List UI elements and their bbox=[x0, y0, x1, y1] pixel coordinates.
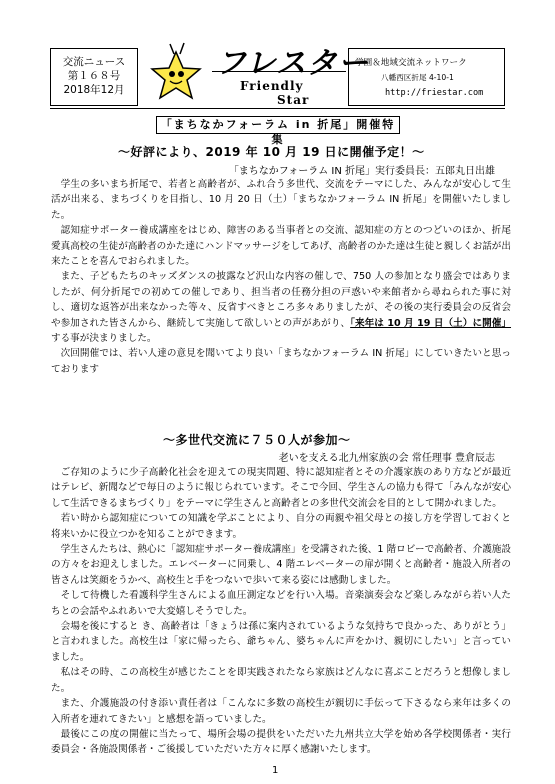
newsletter-subtitle-1: Friendly bbox=[240, 79, 304, 93]
title-underline bbox=[212, 71, 346, 72]
article1-paragraph: 次回開催では、若い人達の意見を聞いてより良い「まちなかフォーラム IN 折尾」にしていきたいと思っております bbox=[51, 348, 511, 375]
article1-p3-text: また、子どもたちのキッズダンスの披露など沢山な内容の催しで、750 人の参加となり盛会ではありましたが、何分折尾での初めての催しであり、担当者の任務分担の戸惑いや来館者から尋ねられた事に対し、適切な返答が出来なかった等々、反省すべきところ多々ありましたが、その後の実行委員会の反省会や参加された皆さんから、継続して実施して欲しいとの声があがり、 bbox=[51, 271, 511, 329]
newsletter-title: フレスター bbox=[216, 46, 369, 81]
article1-paragraph bbox=[51, 269, 511, 346]
article2-paragraph: 私はその時、この高校生が感じたことを即実践されたなら家族はどんなに喜ぶことだろうと想像しました。 bbox=[51, 667, 511, 694]
article1-p3-end: する事が決まりました。 bbox=[51, 333, 157, 345]
article2-body bbox=[51, 465, 511, 758]
next-event-date: 「来年は 10 月 19 日（土）に開催」 bbox=[350, 317, 512, 329]
article2-paragraph: 会場を後にすると き、高齢者は「きょうは孫に案内されているような気持ちで良かった、ありがとう」と言われました。高校生は「家に帰ったら、爺ちゃん、婆ちゃんに声をかけ、親切にしたい」と言っていました。 bbox=[51, 621, 511, 663]
publisher-name: 学園＆地域交流ネットワーク bbox=[355, 58, 467, 68]
page-number: 1 bbox=[272, 765, 279, 776]
article2-paragraph: ご存知のように少子高齢化社会を迎えての現実問題、特に認知症者とその介護家族のあり方などが最近はテレビ、新聞などで毎日のように報じられています。そこで今回、学生さんの協力も得て「みんなが安心して生活できるまちづくり」をテーマに学生さんと高齢者との多世代交流会を目的として開かれました。 bbox=[51, 467, 511, 509]
article1-heading: ～好評により、2019 年 10 月 19 日に開催予定！～ bbox=[118, 145, 425, 159]
article1-paragraph: 学生の多いまち折尾で、若者と高齢者が、ふれ合う多世代、交流をテーマにした、みんなが安心して生活が出来る、まちづくりを目指し、10 月 20 日（土）「まちなかフォーラム IN 折尾」を開催いたしました。 bbox=[51, 179, 511, 221]
article2-paragraph: 最後にこの度の開催に当たって、場所会場の提供をいただいた九州共立大学を始め各学校関係者・実行委員会・各施設関係者・ご後援していただいた方々に厚く感謝いたします。 bbox=[51, 728, 511, 756]
publisher-box bbox=[348, 48, 505, 106]
article1-body bbox=[51, 177, 511, 377]
issue-info-box bbox=[50, 48, 138, 106]
article2-paragraph: また、介護施設の付き添い責任者は「こんなに多数の高校生が親切に手伝って下さるなら来年は多くの入所者を連れてきたい」と感想を語っていました。 bbox=[51, 698, 511, 725]
article2-paragraph: 若い時から認知症についての知識を学ぶことにより、自分の両親や祖父母との接し方を学習しておくと将来いかに役立つかを知ることができます。 bbox=[51, 513, 511, 540]
article1-paragraph: 認知症サポーター養成講座をはじめ、障害のある当事者との交流、認知症の方とのつどいのほか、折尾愛真高校の生徒が高齢者のかた達にハンドマッサージをしてあげ、高齢者のかた達は生徒と親しくお話が出来たことを喜んでおられました。 bbox=[51, 225, 511, 268]
article2-heading: ～多世代交流に７５０人が参加～ bbox=[163, 433, 351, 447]
issue-series: 交流ニュース bbox=[62, 56, 126, 68]
publisher-url[interactable]: http://friestar.com bbox=[385, 88, 484, 98]
feature-banner: 「まちなかフォーラム in 折尾」開催特集 bbox=[156, 116, 400, 134]
publisher-address: 八幡西区折尾 4-10-1 bbox=[381, 73, 454, 82]
newsletter-subtitle-2: Star bbox=[277, 93, 310, 107]
star-mascot-icon bbox=[144, 40, 208, 106]
issue-number: 第１６８号 bbox=[67, 70, 121, 82]
article2-paragraph: そして待機した看護科学生さんによる血圧測定などを行い入場。音楽演奏会など楽しみながら若い人たちとの会話やふれあいで大変嬉しそうでした。 bbox=[51, 590, 511, 617]
article1-byline: 「まちなかフォーラム IN 折尾」実行委員長：五郎丸日出雄 bbox=[228, 166, 495, 177]
article2-byline: 老いを支える北九州家族の会 常任理事 豊倉辰志 bbox=[278, 453, 495, 464]
header-rule bbox=[50, 108, 505, 109]
article2-paragraph: 学生さんたちは、熱心に「認知症サポーター養成講座」を受講された後、1 階ロビーで高齢者、介護施設の方々をお迎えしました。エレベーターに同乗し、4 階エレベーターの扉が開くと高齢者・施設入所者の皆さんは笑顔をうかべ、高校生と手をつないで歩いて来る姿には感動しました。 bbox=[51, 544, 511, 586]
issue-date: 2018年12月 bbox=[63, 84, 125, 96]
